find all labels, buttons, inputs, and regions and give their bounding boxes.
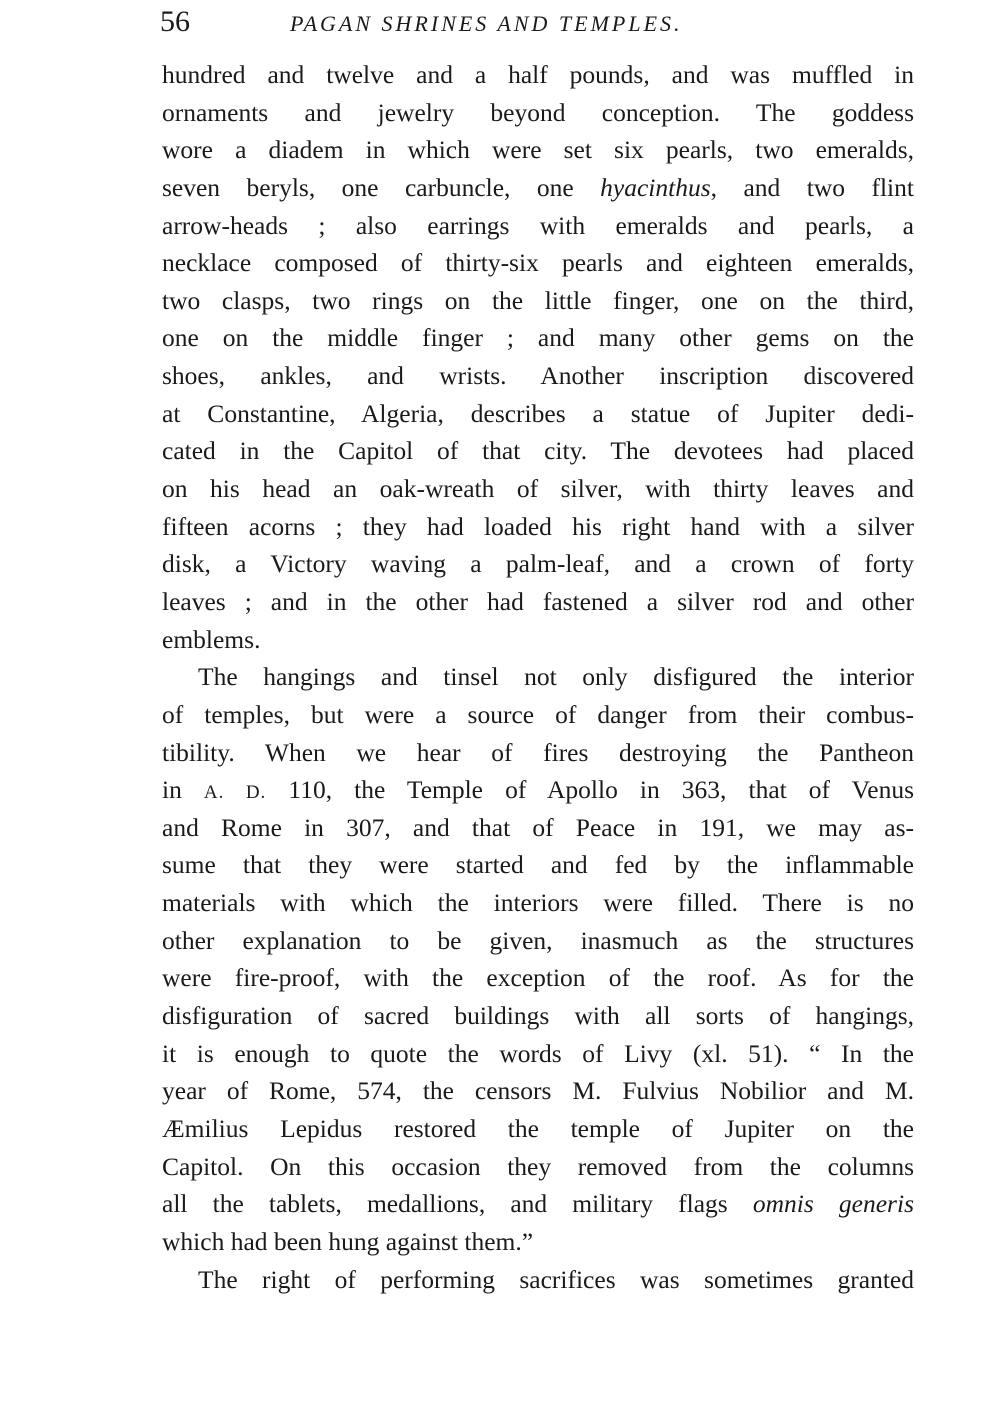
text-line: sume that they were started and fed by the inflammable bbox=[162, 850, 914, 880]
text-line: wore a diadem in which were set six pearls, two emeralds, bbox=[162, 135, 914, 165]
italic-term: hyacinthus bbox=[600, 172, 711, 202]
text-line: leaves ; and in the other had fastened a silver rod and other bbox=[162, 586, 914, 616]
text-line: disfiguration of sacred buildings with all sorts of hangings, bbox=[162, 1001, 914, 1031]
body-text bbox=[162, 56, 914, 1298]
text-line: which had been hung against them.” bbox=[162, 1226, 534, 1256]
text-line bbox=[162, 771, 914, 809]
text-line: it is enough to quote the words of Livy (xl. 51). “ In the bbox=[162, 1038, 914, 1068]
small-caps-era: A. D. bbox=[203, 782, 267, 804]
text-line: two clasps, two rings on the little finger, one on the third, bbox=[162, 285, 914, 315]
text-line: fifteen acorns ; they had loaded his right hand with a silver bbox=[162, 511, 914, 541]
text-line: tibility. When we hear of fires destroying the Pantheon bbox=[162, 737, 914, 767]
text-line: year of Rome, 574, the censors M. Fulvius Nobilior and M. bbox=[162, 1076, 914, 1106]
text-line: shoes, ankles, and wrists. Another inscription discovered bbox=[162, 361, 914, 391]
text-line: materials with which the interiors were filled. There is no bbox=[162, 888, 914, 918]
running-head bbox=[160, 4, 920, 44]
page-number: 56 bbox=[160, 5, 190, 38]
text-line: cated in the Capitol of that city. The devotees had placed bbox=[162, 436, 914, 466]
text-line: Æmilius Lepidus restored the temple of Jupiter on the bbox=[162, 1113, 914, 1143]
text-line: other explanation to be given, inasmuch as the structures bbox=[162, 925, 914, 955]
text-line: emblems. bbox=[162, 624, 261, 654]
text-fragment: 110, the Temple of Apollo in 363, that of Venus bbox=[266, 775, 914, 805]
text-line: ornaments and jewelry beyond conception. The goddess bbox=[162, 97, 914, 127]
text-line: and Rome in 307, and that of Peace in 191, we may as- bbox=[162, 812, 914, 842]
text-line: one on the middle finger ; and many other gems on the bbox=[162, 323, 914, 353]
text-fragment: all the tablets, medallions, and military flags bbox=[162, 1189, 753, 1219]
text-line: on his head an oak-wreath of silver, with thirty leaves and bbox=[162, 474, 914, 504]
running-title: PAGAN SHRINES AND TEMPLES. bbox=[290, 11, 683, 36]
text-line bbox=[162, 169, 914, 207]
text-line: arrow-heads ; also earrings with emeralds and pearls, a bbox=[162, 210, 914, 240]
text-line: hundred and twelve and a half pounds, and was muffled in bbox=[162, 60, 914, 89]
text-line: The right of performing sacrifices was sometimes granted bbox=[198, 1264, 914, 1294]
text-line: Capitol. On this occasion they removed from the columns bbox=[162, 1151, 914, 1181]
text-line: were fire-proof, with the exception of the roof. As for the bbox=[162, 963, 914, 993]
text-line: The hangings and tinsel not only disfigured the interior bbox=[198, 662, 914, 692]
text-fragment: seven beryls, one carbuncle, one bbox=[162, 172, 601, 202]
text-line: disk, a Victory waving a palm-leaf, and a crown of forty bbox=[162, 549, 914, 579]
text-line: of temples, but were a source of danger from their combus- bbox=[162, 699, 914, 729]
text-line: necklace composed of thirty-six pearls and eighteen emeralds, bbox=[162, 248, 914, 278]
italic-phrase: omnis generis bbox=[752, 1189, 914, 1219]
text-line: at Constantine, Algeria, describes a statue of Jupiter dedi- bbox=[162, 398, 914, 428]
text-line bbox=[162, 1185, 914, 1223]
text-fragment: in bbox=[162, 775, 204, 805]
text-fragment: , and two flint bbox=[710, 172, 914, 202]
